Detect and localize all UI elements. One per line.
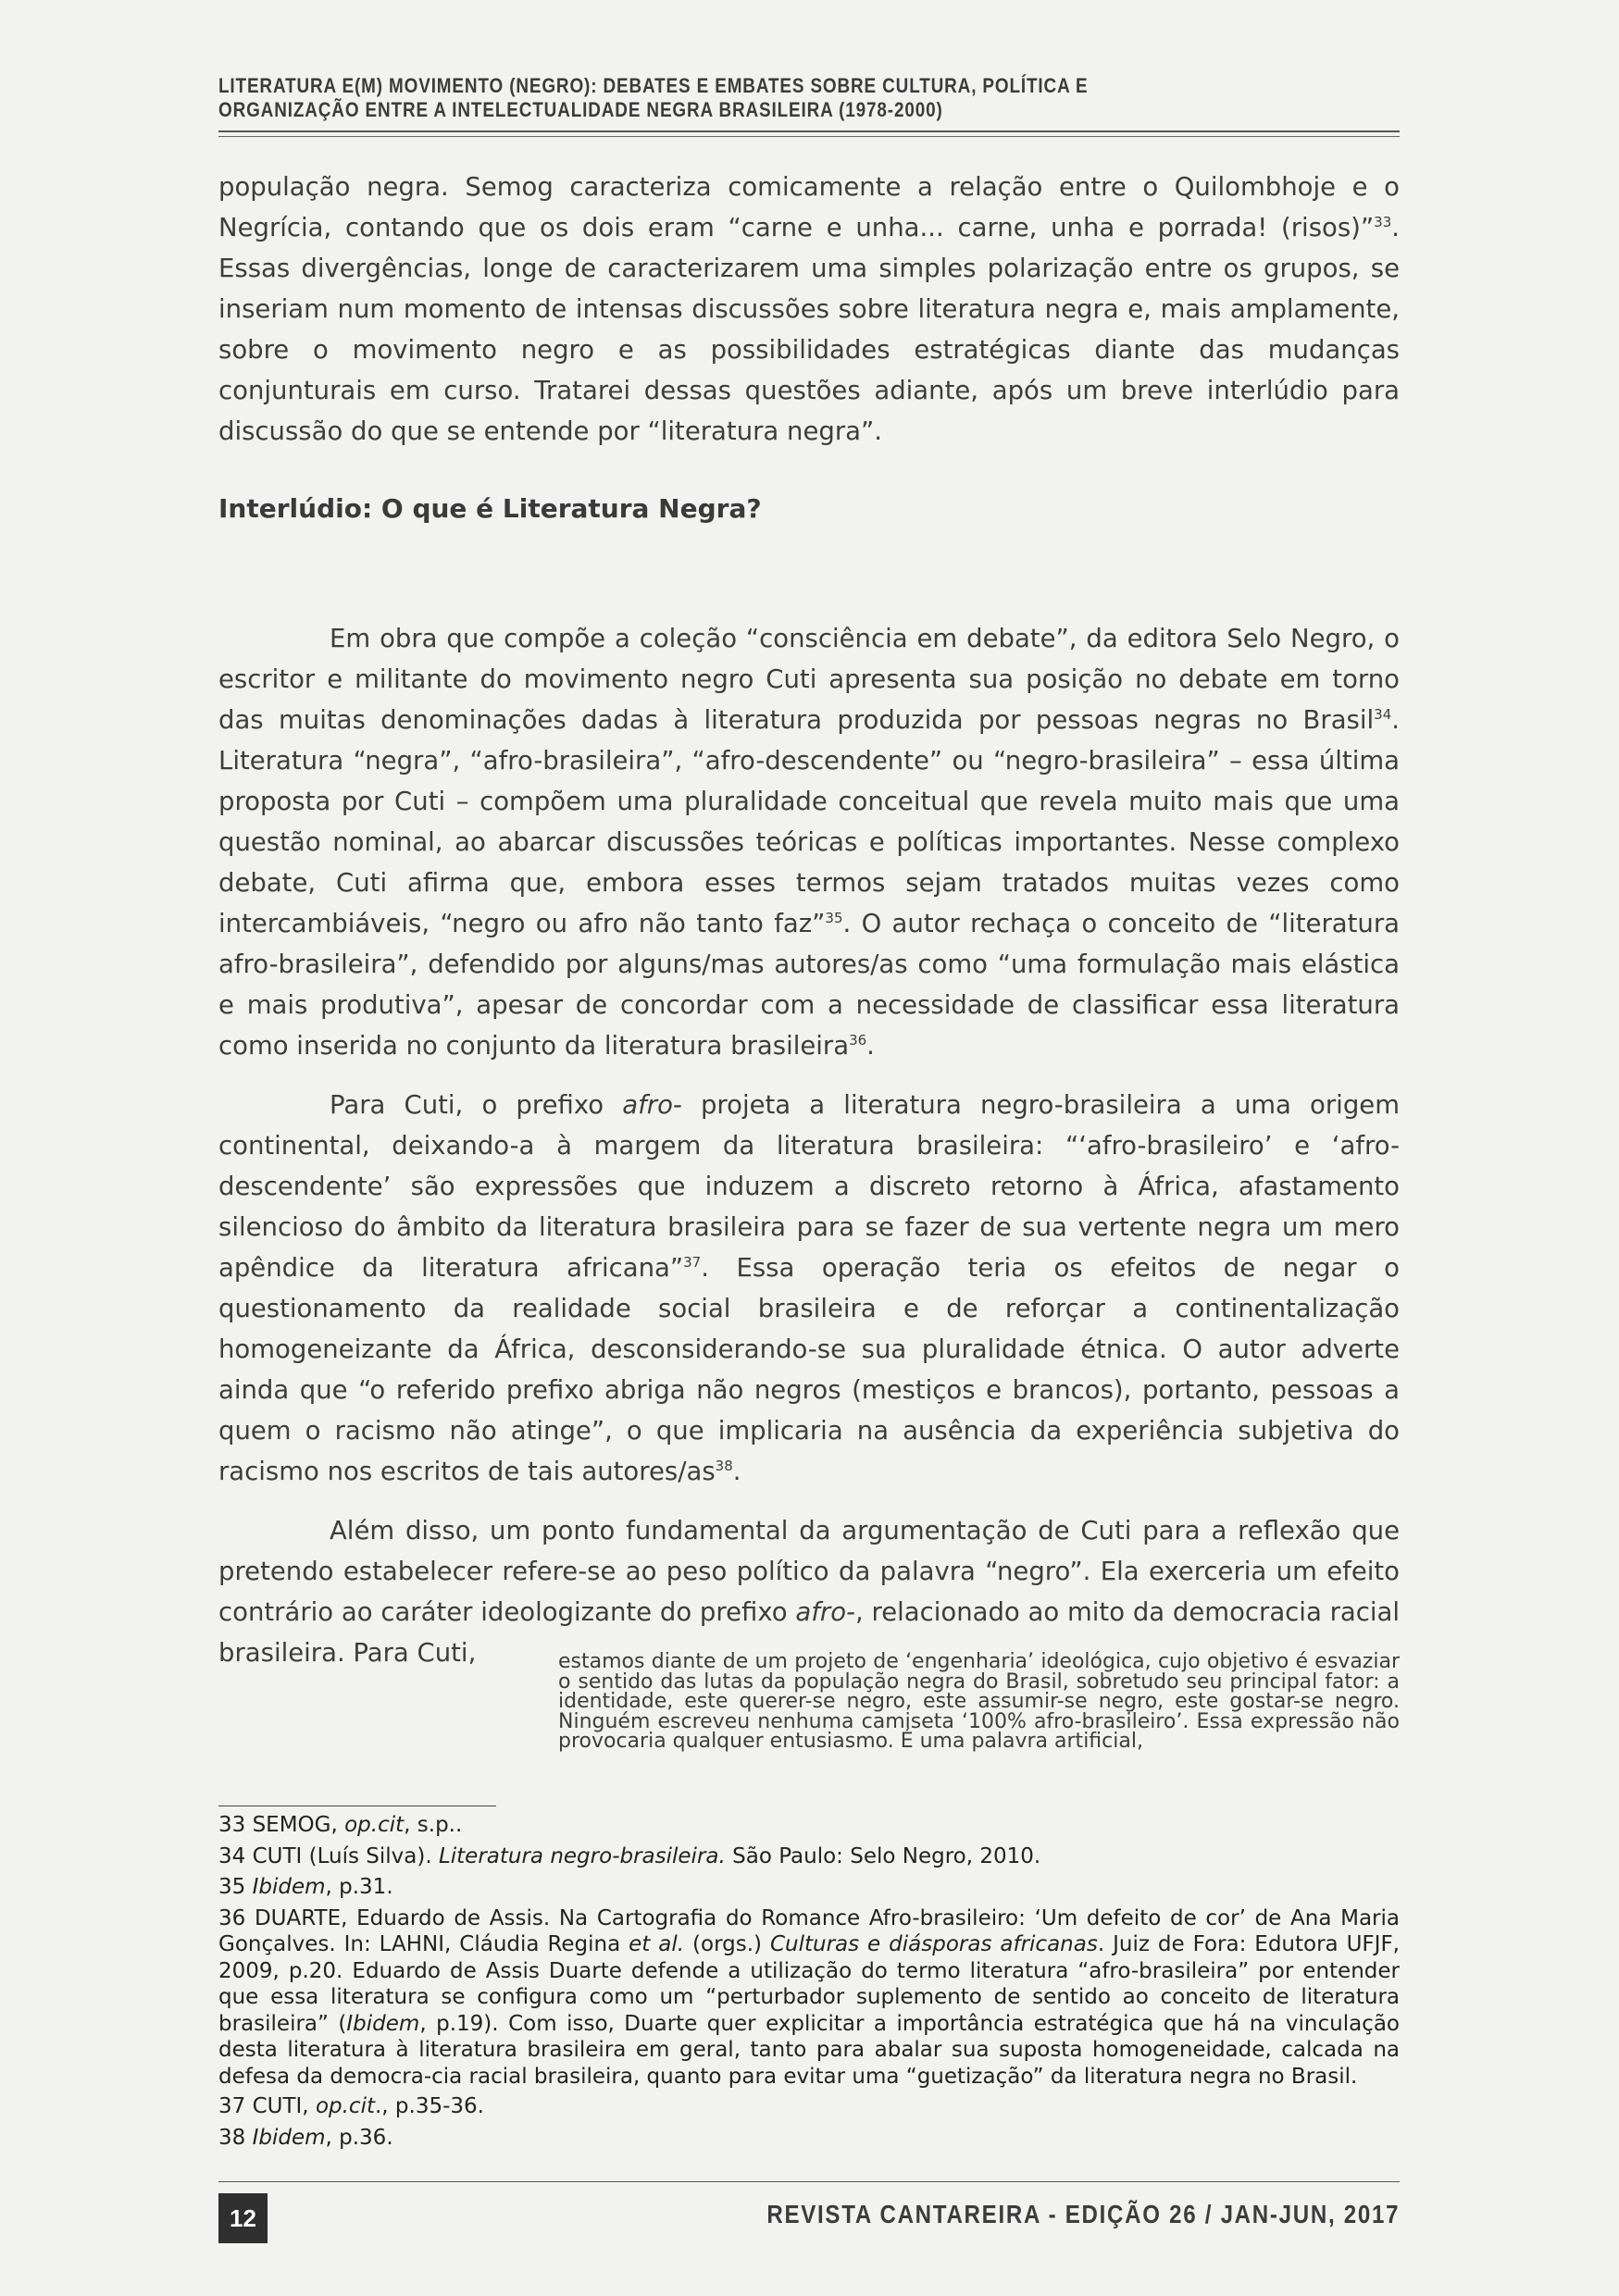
fn35-a: 35 [218,1875,253,1899]
footnote-ref-34[interactable]: 34 [1374,705,1392,723]
intro-text-2: . Essas divergências, longe de caracterizarem uma simples polarização entre os grupos, se inseriam num momento de intensas discussões sobre literatura negra e, mais amplamente, sobre o movimento negro e as possibilidades estratégicas diante das mudanças conjunturais em curso. Tratarei dessas questões adiante, após um breve interlúdio para discussão do que se entende por “literatura negra”. [218,213,1400,446]
header-rule-thin [218,136,1400,137]
footer-rule [218,2181,1400,2182]
fn35-em: Ibidem [252,1875,326,1899]
intro-text-1: população negra. Semog caracteriza comicamente a relação entre o Quilombhoje e o Negrícia, contando que os dois eram “carne e unha... carne, unha e porrada! (risos)” [218,172,1400,242]
intro-paragraph-block [218,167,1400,452]
p1-text-d: . [866,1031,875,1061]
footnote-34 [218,1843,1400,1871]
paragraph-3 [218,1510,1400,1673]
footnote-36 [218,1905,1400,2091]
fn38-em: Ibidem [252,2125,326,2150]
fn37-a: 37 CUTI, [218,2094,316,2118]
p2-text-b: projeta a literatura negro-brasileira a uma origem continental, deixando-a à margem da literatura brasileira: “‘afro-brasileiro’ e ‘afro-descendente’ são expressões que induzem a discreto retorno à África, afastamento silencioso do âmbito da literatura brasileira para se fazer de sua vertente negra um mero apêndice da literatura africana” [218,1090,1400,1283]
journal-footer: REVISTA CANTAREIRA - EDIÇÃO 26 / JAN-JUN, 2017 [766,2200,1400,2228]
footnote-33 [218,1812,1400,1840]
fn34-a: 34 CUTI (Luís Silva). [218,1843,439,1868]
footnote-35 [218,1874,1400,1902]
footnotes [218,1812,1400,2155]
fn34-em: Literatura negro-brasileira. [438,1843,726,1868]
fn38-b: , p.36. [325,2125,393,2150]
footnote-ref-33[interactable]: 33 [1374,213,1392,230]
footnote-ref-37[interactable]: 37 [683,1253,702,1271]
fn36-c: . Juiz de Fora: Edutora UFJF, 2009, p.20. Eduardo de Assis Duarte defende a utilização do termo literatura “afro-brasileira” por entender que essa literatura se configura como um “perturbador suplemento de sentido ao conceito de literatura brasileira” ( [218,1932,1400,2036]
section-title: Interlúdio: O que é Literatura Negra? [218,493,762,524]
p1-text-c: . O autor rechaça o conceito de “literatura afro-brasileira”, defendido por alguns/mas autores/as como “uma formulação mais elástica e mais produtiva”, apesar de concordar com a necessidade de classificar essa literatura como inserida no conjunto da literatura brasileira [218,909,1400,1061]
fn36-em2: Culturas e diásporas africanas [769,1932,1098,1956]
p2-text-c: . Essa operação teria os efeitos de negar o questionamento da realidade social brasileira e de reforçar a continentalização homogeneizante da África, desconsiderando-se sua pluralidade étnica. O autor adverte ainda que “o referido prefixo abriga não negros (mestiços e brancos), portanto, pessoas a quem o racismo não atinge”, o que implicaria na ausência da experiência subjetiva do racismo nos escritos de tais autores/as [218,1253,1400,1486]
paragraph-2 [218,1085,1400,1492]
main-body [218,618,1400,1673]
fn33-b: , s.p.. [404,1813,463,1837]
fn35-b: , p.31. [325,1875,393,1899]
p2-text-d: . [732,1457,741,1486]
footnote-38 [218,2125,1400,2153]
footnote-ref-35[interactable]: 35 [825,909,843,926]
intro-paragraph [218,167,1400,452]
fn37-b: ., p.35-36. [374,2094,484,2118]
fn33-em: op.cit [344,1813,405,1837]
running-header-line-2: ORGANIZAÇÃO ENTRE A INTELECTUALIDADE NEGRA BRASILEIRA (1978-2000) [218,98,943,121]
fn36-b: (orgs.) [684,1932,770,1956]
p2-text-a: Para Cuti, o prefixo [330,1090,623,1120]
p1-text-a: Em obra que compõe a coleção “consciência em debate”, da editora Selo Negro, o escritor e militante do movimento negro Cuti apresenta sua posição no debate em torno das muitas denominações dadas à literatura produzida por pessoas negras no Brasil [218,624,1400,735]
p3-text-b: , relacionado ao mito da democracia racial brasileira. Para Cuti, [218,1597,1400,1668]
footnote-ref-36[interactable]: 36 [849,1031,867,1049]
footnote-ref-38[interactable]: 38 [715,1457,733,1474]
fn37-em: op.cit [315,2094,375,2118]
page-number: 12 [218,2193,268,2243]
fn33-a: 33 SEMOG, [218,1813,345,1837]
p3-text-a: Além disso, um ponto fundamental da argumentação de Cuti para a reflexão que pretendo estabelecer refere-se ao peso político da palavra “negro”. Ela exerceria um efeito contrário ao caráter ideologizante do prefixo [218,1516,1400,1627]
fn34-b: São Paulo: Selo Negro, 2010. [725,1843,1041,1868]
fn36-em1: et al. [629,1932,685,1956]
block-quote: estamos diante de um projeto de ‘engenharia’ ideológica, cujo objetivo é esvaziar o sentido das lutas da população negra do Brasil, sobretudo seu principal fator: a identidade, este querer-se negro, este assumir-se negro, este gostar-se negro. Ninguém escreveu nenhuma camiseta ‘100% afro-brasileiro’. Essa expressão não provocaria qualquer entusiasmo. É uma palavra artificial, [558,1650,1400,1753]
paragraph-1 [218,618,1400,1066]
running-header-line-1: LITERATURA E(M) MOVIMENTO (NEGRO): DEBATES E EMBATES SOBRE CULTURA, POLÍTICA E [218,74,1089,97]
header-rule-thick [218,130,1400,132]
fn36-d: , p.19). Com isso, Duarte quer explicitar a importância estratégica que há na vinculação desta literatura à literatura brasileira em geral, tanto para abalar sua suposta homogeneidade, calcada na defesa da democra-cia racial brasileira, quanto para evitar uma “guetização” da literatura negra no Brasil. [218,2011,1400,2089]
fn38-a: 38 [218,2125,253,2150]
p2-italic-prefix: afro- [622,1090,682,1120]
fn36-em3: Ibidem [346,2011,420,2036]
p1-text-b: . Literatura “negra”, “afro-brasileira”, “afro-descendente” ou “negro-brasileira” – essa última proposta por Cuti – compõem uma pluralidade conceitual que revela muito mais que uma questão nominal, ao abarcar discussões teóricas e políticas importantes. Nesse complexo debate, Cuti afirma que, embora esses termos sejam tratados muitas vezes como intercambiáveis, “negro ou afro não tanto faz” [218,705,1400,938]
footnote-37 [218,2093,1400,2121]
running-header [218,74,1234,122]
fn36-a: 36 DUARTE, Eduardo de Assis. Na Cartografia do Romance Afro-brasileiro: ‘Um defeito de cor’ de Ana Maria Gonçalves. In: LAHNI, Cláudia Regina [218,1905,1400,1956]
p3-italic-prefix: afro- [795,1597,855,1627]
